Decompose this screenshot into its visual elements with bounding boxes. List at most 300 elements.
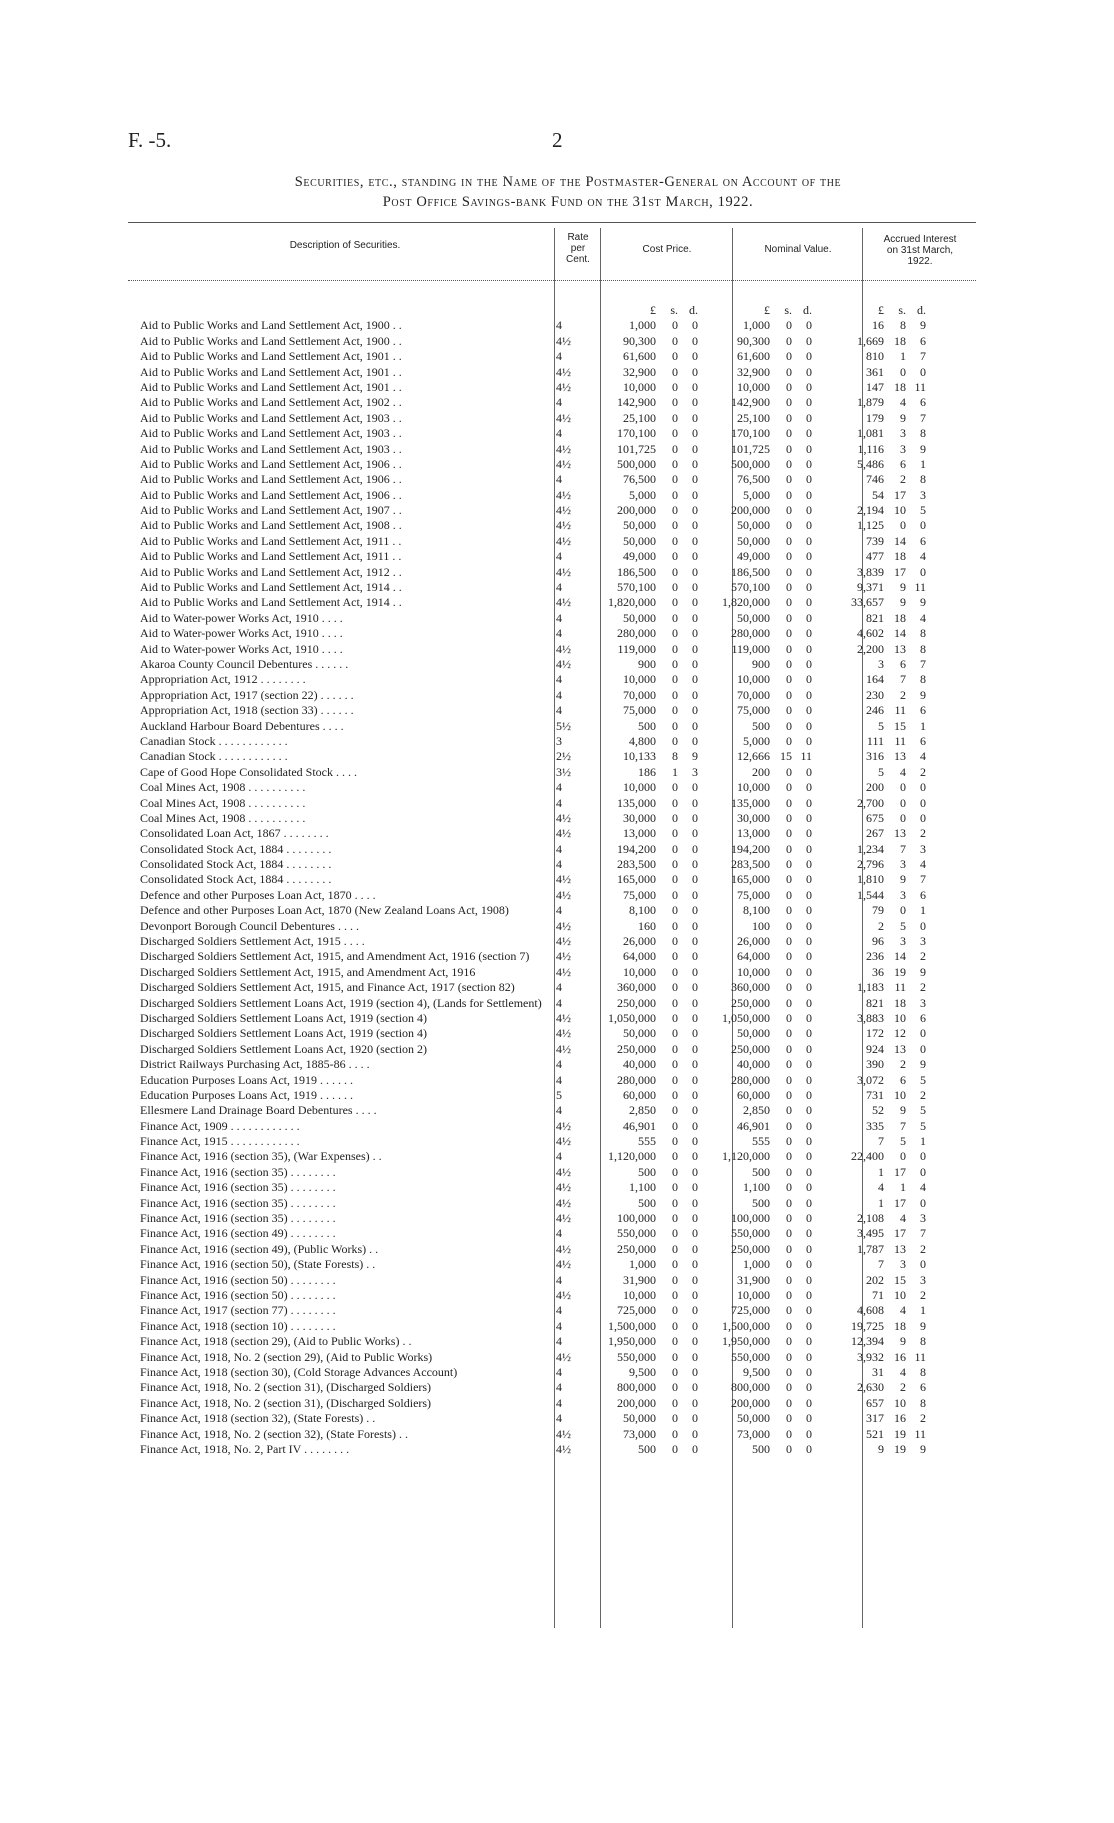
accrued-pence: 8 [920, 626, 926, 641]
nominal-shillings: 0 [786, 1195, 792, 1210]
accrued-pounds: 1,544 [857, 887, 884, 902]
accrued-pounds: 4,602 [857, 626, 884, 641]
cost-pounds: 13,000 [623, 826, 656, 841]
cost-shillings: 0 [672, 887, 678, 902]
accrued-pounds: 52 [872, 1103, 884, 1118]
security-description-text: Auckland Harbour Board Debentures . . . . [140, 719, 344, 733]
accrued-pence: 6 [920, 333, 926, 348]
accrued-pence: 6 [920, 533, 926, 548]
units-row [140, 304, 926, 319]
accrued-shillings: 16 [894, 1349, 906, 1364]
table-row [140, 689, 926, 704]
security-description [140, 612, 548, 627]
accrued-pounds: 172 [866, 1026, 884, 1041]
cost-pence: 0 [692, 1180, 698, 1195]
nominal-shillings: 0 [786, 733, 792, 748]
cost-pence: 0 [692, 318, 698, 333]
cost-shillings: 0 [672, 841, 678, 856]
security-description [140, 797, 548, 812]
cost-pounds: 1,000 [629, 318, 656, 333]
nominal-pounds: 1,100 [743, 1180, 770, 1195]
nominal-pence: 0 [806, 610, 812, 625]
cost-pence: 0 [692, 949, 698, 964]
cost-pounds: 5,000 [629, 487, 656, 502]
security-description-text: Aid to Public Works and Land Settlement Act, 1908 . . [140, 519, 402, 533]
security-description-text: Appropriation Act, 1918 (section 33) . . . . . . [140, 704, 354, 718]
nominal-pence: 0 [806, 1134, 812, 1149]
accrued-pence: 7 [920, 656, 926, 671]
accrued-pounds: 202 [866, 1272, 884, 1287]
cost-shillings: 0 [672, 1226, 678, 1241]
security-description [140, 443, 548, 458]
accrued-pence: 2 [920, 949, 926, 964]
nominal-pence: 0 [806, 1334, 812, 1349]
interest-rate: 4½ [556, 1288, 571, 1302]
cost-pence: 0 [692, 564, 698, 579]
security-description [140, 858, 548, 873]
title-line-2: Post Office Savings-bank Fund on the 31st March, 1922. [382, 194, 754, 210]
table-row [140, 566, 926, 581]
accrued-shillings: 3 [900, 934, 906, 949]
cost-pence: 0 [692, 533, 698, 548]
table-row [140, 504, 926, 519]
table-row [140, 458, 926, 473]
nominal-pence: 0 [806, 826, 812, 841]
accrued-shillings: 0 [900, 1149, 906, 1164]
cost-pounds: 570,100 [617, 580, 656, 595]
nominal-pence: 0 [806, 733, 812, 748]
cost-pence: 0 [692, 934, 698, 949]
nominal-shillings: 0 [786, 395, 792, 410]
cost-pence: 0 [692, 780, 698, 795]
nominal-pounds: 100,000 [731, 1211, 770, 1226]
accrued-shillings: 10 [894, 503, 906, 518]
accrued-pounds: 267 [866, 826, 884, 841]
nominal-pence: 0 [806, 1349, 812, 1364]
accrued-pence: 1 [920, 456, 926, 471]
cost-shillings: 0 [672, 333, 678, 348]
nominal-pence: 0 [806, 580, 812, 595]
nominal-shillings: 0 [786, 1395, 792, 1410]
nominal-pounds: 90,300 [737, 333, 770, 348]
table-row [140, 781, 926, 796]
security-description [140, 1443, 548, 1458]
interest-rate: 4½ [556, 872, 571, 887]
security-description [140, 1381, 548, 1396]
accrued-shillings: 6 [900, 456, 906, 471]
cost-shillings: 0 [672, 641, 678, 656]
cost-pence: 0 [692, 964, 698, 979]
accrued-pence: 2 [920, 764, 926, 779]
cost-pounds: 500 [638, 1195, 656, 1210]
security-description [140, 1274, 548, 1289]
cost-pence: 0 [692, 472, 698, 487]
security-description [140, 1150, 548, 1165]
accrued-heading-line-3: 1922. [907, 256, 933, 267]
interest-rate: 4½ [556, 1118, 571, 1133]
nominal-shillings: 0 [786, 672, 792, 687]
nominal-pounds: 550,000 [731, 1349, 770, 1364]
accrued-shillings: 7 [900, 1118, 906, 1133]
accrued-pence: 9 [920, 441, 926, 456]
security-description-text: Finance Act, 1916 (section 35) . . . . . . . . [140, 1212, 336, 1226]
nominal-pence: 0 [806, 687, 812, 702]
cost-pounds: 1,050,000 [608, 1010, 656, 1025]
cost-pence: 0 [692, 549, 698, 564]
accrued-pence: 9 [920, 1318, 926, 1333]
security-description [140, 458, 548, 473]
nominal-shillings: 0 [786, 934, 792, 949]
nominal-pounds: 1,050,000 [722, 1010, 770, 1025]
cost-shillings: 0 [672, 1318, 678, 1333]
nominal-pounds: 200,000 [731, 503, 770, 518]
interest-rate: 3½ [556, 764, 571, 779]
table-row [140, 396, 926, 411]
nominal-pence: 0 [806, 780, 812, 795]
interest-rate: 4 [556, 1103, 562, 1118]
accrued-pence: 4 [920, 857, 926, 872]
security-description [140, 689, 548, 704]
nominal-shillings: 0 [786, 1103, 792, 1118]
units-desc-blank [140, 304, 548, 319]
table-row [140, 1027, 926, 1042]
cost-pence: 0 [692, 333, 698, 348]
nominal-pounds: 1,000 [743, 318, 770, 333]
nominal-pence: 0 [806, 518, 812, 533]
interest-rate: 4 [556, 1364, 562, 1379]
security-description [140, 1089, 548, 1104]
nominal-shillings: 0 [786, 857, 792, 872]
nominal-pounds: 100 [752, 918, 770, 933]
cost-pounds: 10,000 [623, 1288, 656, 1302]
cost-shillings: 0 [672, 857, 678, 872]
interest-rate: 4 [556, 980, 562, 995]
nominal-pence: 0 [806, 918, 812, 933]
accrued-pounds: 3,932 [857, 1349, 884, 1364]
cost-pence: 0 [692, 1441, 698, 1456]
cost-pounds: 50,000 [623, 533, 656, 548]
nominal-pounds: 900 [752, 656, 770, 671]
accrued-pence: 6 [920, 887, 926, 902]
cost-pence-unit: d. [689, 303, 698, 317]
nominal-pence: 0 [806, 426, 812, 441]
security-description [140, 366, 548, 381]
nominal-shillings: 0 [786, 549, 792, 564]
security-description [140, 1212, 548, 1227]
accrued-pounds: 390 [866, 1057, 884, 1072]
security-description-text: Aid to Public Works and Land Settlement Act, 1901 . . [140, 365, 402, 379]
table-row [140, 997, 926, 1012]
cost-pence: 0 [692, 1041, 698, 1056]
table-row [140, 1104, 926, 1119]
cost-shillings: 0 [672, 1118, 678, 1133]
nominal-shillings: 0 [786, 533, 792, 548]
nominal-shillings: 0 [786, 1318, 792, 1333]
accrued-shillings: 3 [900, 887, 906, 902]
accrued-pence: 3 [920, 995, 926, 1010]
security-description-text: Finance Act, 1916 (section 35) . . . . . . . . [140, 1196, 336, 1210]
nominal-pence: 0 [806, 1211, 812, 1226]
security-description-text: Discharged Soldiers Settlement Loans Act, 1919 (section 4) [140, 1011, 428, 1025]
accrued-pence: 2 [920, 1087, 926, 1102]
cost-shillings: 0 [672, 1072, 678, 1087]
nominal-pence: 0 [806, 441, 812, 456]
security-description [140, 1243, 548, 1258]
nominal-pounds: 10,000 [737, 780, 770, 795]
accrued-shillings: 18 [894, 379, 906, 394]
security-description-text: Canadian Stock . . . . . . . . . . . . [140, 750, 288, 764]
nominal-pence: 0 [806, 1149, 812, 1164]
nominal-pence: 0 [806, 410, 812, 425]
accrued-pounds: 4,608 [857, 1303, 884, 1318]
interest-rate: 4½ [556, 533, 571, 548]
interest-rate: 4½ [556, 826, 571, 841]
accrued-shillings: 14 [894, 949, 906, 964]
nominal-pence: 0 [806, 349, 812, 364]
nominal-pence: 0 [806, 1072, 812, 1087]
accrued-shillings: 1 [900, 349, 906, 364]
accrued-pence: 3 [920, 1211, 926, 1226]
cost-pounds: 135,000 [617, 795, 656, 810]
nominal-pence: 0 [806, 1303, 812, 1318]
security-description [140, 550, 548, 565]
cost-pence: 0 [692, 826, 698, 841]
cost-pounds: 186 [638, 764, 656, 779]
nominal-shillings: 0 [786, 1257, 792, 1272]
accrued-pence: 4 [920, 549, 926, 564]
interest-rate: 4½ [556, 595, 571, 610]
nominal-pence: 0 [806, 1395, 812, 1410]
cost-shillings: 0 [672, 1041, 678, 1056]
security-description [140, 1412, 548, 1427]
cost-pence: 0 [692, 1026, 698, 1041]
accrued-shillings: 5 [900, 1134, 906, 1149]
accrued-pence: 8 [920, 641, 926, 656]
nominal-pounds: 1,500,000 [722, 1318, 770, 1333]
security-description-text: Aid to Water-power Works Act, 1910 . . . . [140, 627, 343, 641]
accrued-pence: 6 [920, 1380, 926, 1395]
nominal-shillings: 0 [786, 364, 792, 379]
table-row [140, 1243, 926, 1258]
accrued-shillings: 0 [900, 795, 906, 810]
accrued-pence: 6 [920, 395, 926, 410]
accrued-shillings: 14 [894, 533, 906, 548]
cost-shillings: 0 [672, 456, 678, 471]
cost-pounds: 250,000 [617, 1041, 656, 1056]
header-top-rule [128, 222, 976, 223]
security-description-text: Discharged Soldiers Settlement Loans Act, 1919 (section 4) [140, 1027, 428, 1041]
cost-shillings: 0 [672, 872, 678, 887]
accrued-pence: 7 [920, 1226, 926, 1241]
table-row [140, 889, 926, 904]
nominal-pounds: 10,000 [737, 964, 770, 979]
cost-pence: 0 [692, 610, 698, 625]
nominal-pounds: 200 [752, 764, 770, 779]
cost-pounds: 10,133 [623, 749, 656, 764]
accrued-shillings: 13 [894, 641, 906, 656]
security-description-text: Coal Mines Act, 1908 . . . . . . . . . . [140, 796, 306, 810]
security-description [140, 1104, 548, 1119]
cost-pence: 0 [692, 872, 698, 887]
accrued-pence: 0 [920, 1026, 926, 1041]
interest-rate: 4 [556, 426, 562, 441]
accrued-pence: 6 [920, 733, 926, 748]
accrued-pence: 0 [920, 1041, 926, 1056]
nominal-pence: 0 [806, 995, 812, 1010]
interest-rate: 4 [556, 626, 562, 641]
accrued-pence: 11 [914, 580, 926, 595]
security-description [140, 1397, 548, 1412]
interest-rate: 4 [556, 472, 562, 487]
nominal-pounds: 8,100 [743, 903, 770, 918]
nominal-shillings: 0 [786, 903, 792, 918]
accrued-shillings: 2 [900, 1057, 906, 1072]
accrued-shillings: 0 [900, 518, 906, 533]
accrued-pence: 8 [920, 672, 926, 687]
accrued-pounds: 16 [872, 318, 884, 333]
nominal-shillings: 0 [786, 1211, 792, 1226]
cost-shillings: 0 [672, 995, 678, 1010]
cost-shillings: 0 [672, 1364, 678, 1379]
nominal-pence: 0 [806, 1041, 812, 1056]
interest-rate: 4½ [556, 503, 571, 518]
nominal-shillings: 0 [786, 1241, 792, 1256]
security-description [140, 596, 548, 611]
security-description-text: Coal Mines Act, 1908 . . . . . . . . . . [140, 811, 306, 825]
table-row [140, 427, 926, 442]
table-row [140, 750, 926, 765]
table-row [140, 1212, 926, 1227]
nominal-pence: 0 [806, 964, 812, 979]
accrued-pounds: 2,700 [857, 795, 884, 810]
nominal-shillings: 0 [786, 1226, 792, 1241]
security-description-text: Finance Act, 1918 (section 10) . . . . . . . . [140, 1319, 336, 1333]
cost-shillings: 0 [672, 810, 678, 825]
accrued-pence: 7 [920, 872, 926, 887]
cost-pounds: 4,800 [629, 733, 656, 748]
accrued-pence: 5 [920, 503, 926, 518]
table-row [140, 797, 926, 812]
nominal-pence: 0 [806, 641, 812, 656]
nominal-pounds: 50,000 [737, 610, 770, 625]
cost-shillings: 0 [672, 1272, 678, 1287]
table-row [140, 981, 926, 996]
accrued-shillings: 13 [894, 749, 906, 764]
interest-rate: 4 [556, 703, 562, 718]
interest-rate: 4½ [556, 964, 571, 979]
accrued-shillings: 19 [894, 964, 906, 979]
cost-pounds: 100,000 [617, 1211, 656, 1226]
interest-rate: 4½ [556, 1441, 571, 1456]
accrued-pounds: 810 [866, 349, 884, 364]
page-number: 2 [552, 128, 563, 152]
accrued-pounds: 19,725 [851, 1318, 884, 1333]
accrued-pence: 8 [920, 1364, 926, 1379]
cost-pence: 0 [692, 703, 698, 718]
table-row [140, 535, 926, 550]
nominal-pence: 0 [806, 857, 812, 872]
interest-rate: 4 [556, 780, 562, 795]
security-description [140, 997, 548, 1012]
cost-shillings: 0 [672, 733, 678, 748]
cost-pounds: 10,000 [623, 379, 656, 394]
security-description-text: Devonport Borough Council Debentures . . . . [140, 919, 359, 933]
table-row [140, 335, 926, 350]
interest-rate: 4 [556, 687, 562, 702]
nominal-pounds: 360,000 [731, 980, 770, 995]
cost-pounds: 555 [638, 1134, 656, 1149]
nominal-shillings: 0 [786, 349, 792, 364]
nominal-pounds: 50,000 [737, 533, 770, 548]
security-description [140, 350, 548, 365]
cost-pounds: 25,100 [623, 410, 656, 425]
security-description-text: Finance Act, 1918 (section 29), (Aid to Public Works) . . [140, 1335, 412, 1349]
security-description-text: Finance Act, 1915 . . . . . . . . . . . . [140, 1135, 300, 1149]
cost-shillings: 0 [672, 1087, 678, 1102]
header-bottom-rule [128, 280, 976, 281]
cost-pounds: 8,100 [629, 903, 656, 918]
interest-rate: 4 [556, 318, 562, 333]
nominal-pence: 0 [806, 810, 812, 825]
nominal-pence: 0 [806, 1441, 812, 1456]
nominal-shillings: 0 [786, 1164, 792, 1179]
cost-shillings: 0 [672, 1303, 678, 1318]
cost-pounds: 165,000 [617, 872, 656, 887]
nominal-pence: 0 [806, 1057, 812, 1072]
nominal-pounds: 170,100 [731, 426, 770, 441]
nominal-pounds: 101,725 [731, 441, 770, 456]
security-description-text: Finance Act, 1918 (section 30), (Cold Storage Advances Account) [140, 1365, 458, 1379]
cost-pounds: 10,000 [623, 964, 656, 979]
table-row [140, 381, 926, 396]
nominal-pence: 0 [806, 672, 812, 687]
security-description-text: Consolidated Stock Act, 1884 . . . . . . . . [140, 842, 332, 856]
cost-pounds: 40,000 [623, 1057, 656, 1072]
accrued-pence: 2 [920, 1411, 926, 1426]
interest-rate: 4 [556, 1149, 562, 1164]
nominal-pounds: 119,000 [731, 641, 770, 656]
cost-shillings: 0 [672, 1288, 678, 1302]
nominal-pence: 0 [806, 1026, 812, 1041]
nominal-shillings: 0 [786, 1441, 792, 1456]
table-row [140, 1351, 926, 1366]
cost-pounds: 500,000 [617, 456, 656, 471]
table-row [140, 1381, 926, 1396]
cost-shillings: 0 [672, 980, 678, 995]
nominal-pounds: 283,500 [731, 857, 770, 872]
cost-pence: 0 [692, 1164, 698, 1179]
nominal-pounds: 12,666 [737, 749, 770, 764]
nominal-shillings: 0 [786, 764, 792, 779]
table-row [140, 366, 926, 381]
nominal-shillings: 0 [786, 780, 792, 795]
accrued-shillings: 18 [894, 610, 906, 625]
cost-pence: 0 [692, 718, 698, 733]
accrued-shillings: 4 [900, 1211, 906, 1226]
accrued-pounds: 821 [866, 610, 884, 625]
cost-pounds: 200,000 [617, 503, 656, 518]
cost-pounds: 1,120,000 [608, 1149, 656, 1164]
cost-pence: 0 [692, 1149, 698, 1164]
nominal-pounds: 50,000 [737, 518, 770, 533]
rate-heading-line-3: Cent. [566, 254, 590, 265]
nominal-pence: 0 [806, 872, 812, 887]
table-row [140, 1274, 926, 1289]
security-description-text: Discharged Soldiers Settlement Act, 1915, and Amendment Act, 1916 [140, 965, 476, 979]
accrued-pence: 9 [920, 964, 926, 979]
table-row [140, 1397, 926, 1412]
cost-pounds: 142,900 [617, 395, 656, 410]
